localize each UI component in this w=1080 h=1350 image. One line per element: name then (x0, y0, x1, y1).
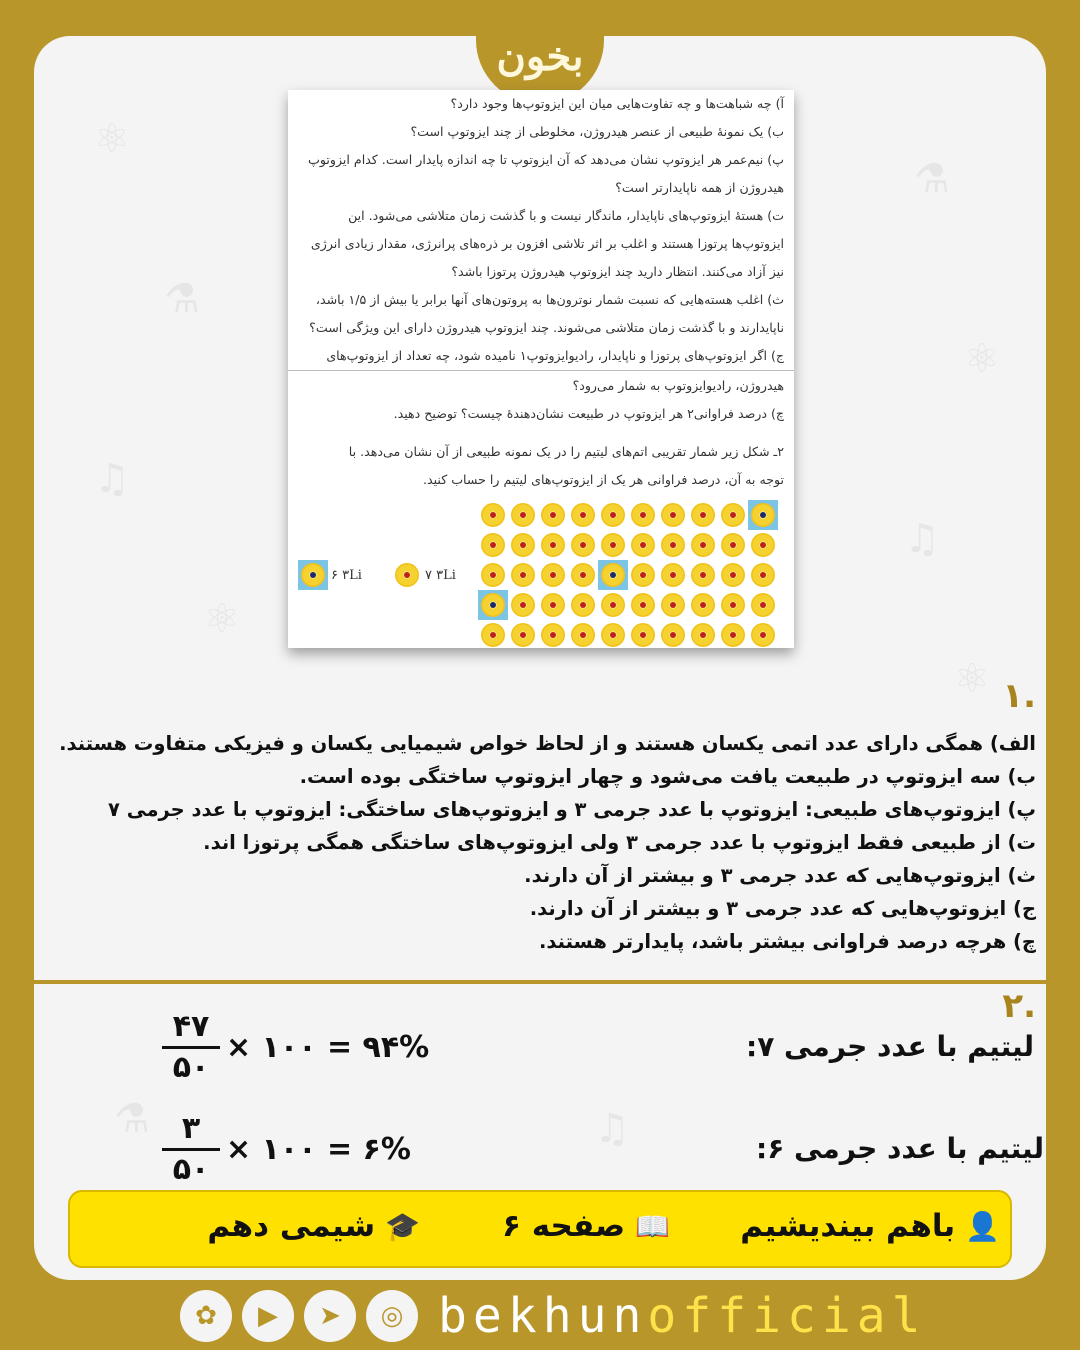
li7-atom (538, 620, 568, 650)
doodle-flask-icon: ⚗ (164, 276, 200, 322)
brand-handle[interactable] (438, 1290, 927, 1342)
li7-atom (688, 560, 718, 590)
book-line: پ) نیم‌عمر هر ایزوتوپ نشان می‌دهد که آن ایزوتوپ تا چه اندازه پایدار است. کدام ایزوتوپ (308, 152, 784, 167)
strip-subject-text: شیمی دهم (207, 1208, 376, 1244)
section-divider (34, 980, 1046, 984)
book-line: توجه به آن، درصد فراوانی هر یک از ایزوتوپ‌های لیتیم را حساب کنید. (422, 472, 784, 487)
youtube-icon[interactable]: ▶ (242, 1290, 294, 1342)
li6-result: × ۱۰۰ = ۶% (226, 1132, 411, 1167)
li6-atom (598, 560, 628, 590)
li7-atom (718, 620, 748, 650)
li7-atom (688, 620, 718, 650)
li7-atom (628, 590, 658, 620)
li7-atom (508, 590, 538, 620)
book-divider (288, 370, 794, 371)
li7-atom (568, 500, 598, 530)
li7-atom (478, 560, 508, 590)
doodle-atom-icon: ⚛ (964, 336, 1000, 382)
li7-atom (568, 530, 598, 560)
li7-atom (538, 530, 568, 560)
lesson-info-strip (68, 1190, 1012, 1268)
teacher-icon: 👤 (965, 1209, 1000, 1243)
li6-fraction (162, 1112, 220, 1187)
li7-formula (162, 1010, 429, 1085)
strip-page-text: صفحه ۶ (502, 1208, 626, 1244)
li7-atom (658, 530, 688, 560)
doodle-music-icon: ♫ (94, 456, 130, 502)
book-line: هیدروژن از همه ناپایدارتر است؟ (615, 180, 784, 195)
answer1-line: ت) از طبیعی فقط ایزوتوپ با عدد جرمی ۳ ولی ایزوتوپ‌های ساختگی همگی پرتوزا اند. (203, 831, 1036, 854)
li6-denominator: ۵۰ (172, 1152, 210, 1187)
book-line: آ) چه شباهت‌ها و چه تفاوت‌هایی میان این ایزوتوپ‌ها وجود دارد؟ (450, 96, 784, 111)
brand-part2: official (647, 1288, 927, 1344)
book-line: ایزوتوپ‌ها پرتوزا هستند و اغلب بر اثر تلاشی افزون بر ذره‌های پرانرژی، مقدار زیادی انرژی (310, 236, 784, 251)
li7-atom (478, 530, 508, 560)
li7-atom (508, 530, 538, 560)
li7-atom (538, 500, 568, 530)
book-icon: 📖 (635, 1209, 670, 1243)
strip-subject (207, 1208, 420, 1244)
li7-atom (658, 620, 688, 650)
li7-atom (538, 560, 568, 590)
strip-lesson-text: باهم بیندیشیم (740, 1208, 956, 1244)
book-line: ت) هستهٔ ایزوتوپ‌های ناپایدار، ماندگار نیست و با گذشت زمان متلاشی می‌شود. این (348, 208, 784, 223)
li7-atom (688, 530, 718, 560)
li7-atom (688, 590, 718, 620)
doodle-flask-icon: ⚗ (114, 1096, 150, 1142)
li7-atom-icon (392, 560, 422, 590)
book-line: نیز آزاد می‌کنند. انتظار دارید چند ایزوتوپ هیدروژن پرتوزا باشد؟ (451, 264, 784, 279)
lithium-atom-grid (478, 500, 778, 640)
li7-atom (508, 620, 538, 650)
book-line: ج) اگر ایزوتوپ‌های پرتوزا و ناپایدار، رادیوایزوتوپ۱ نامیده شود، چه تعداد از ایزوتوپ‌های (326, 348, 784, 363)
social-bar (180, 1290, 927, 1342)
fraction-bar (162, 1148, 220, 1151)
doodle-atom-icon: ⚛ (204, 596, 240, 642)
li7-atom (508, 500, 538, 530)
li7-atom (628, 500, 658, 530)
answer1-line: الف) همگی دارای عدد اتمی یکسان هستند و از لحاظ خواص شیمیایی یکسان و فیزیکی متفاوت هستند. (59, 732, 1036, 755)
legend-li6 (298, 560, 362, 590)
book-line: ۲ـ شکل زیر شمار تقریبی اتم‌های لیتیم را در یک نمونه طبیعی از آن نشان می‌دهد. با (348, 444, 784, 459)
li7-atom (718, 500, 748, 530)
li7-atom (478, 620, 508, 650)
legend-li7-label: ۷ ۳Li (425, 567, 456, 583)
li7-atom (508, 560, 538, 590)
answer2-number: .۲ (1002, 986, 1036, 1026)
li7-atom (748, 620, 778, 650)
answer1-line: پ) ایزوتوپ‌های طبیعی: ایزوتوپ با عدد جرمی ۳ و ایزوتوپ‌های ساختگی: ایزوتوپ با عدد جرمی ۷ (108, 798, 1036, 821)
brand-part1: bekhun (438, 1288, 648, 1344)
li7-fraction (162, 1010, 220, 1085)
strip-lesson (740, 1208, 1000, 1244)
answer1-line: ث) ایزوتوپ‌هایی که عدد جرمی ۳ و بیشتر از آن دارند. (524, 864, 1036, 887)
li7-atom (718, 590, 748, 620)
bekhun-logo: بخون (496, 32, 584, 80)
doodle-atom-icon: ⚛ (954, 656, 990, 702)
li6-atom (748, 500, 778, 530)
li7-atom (598, 620, 628, 650)
telegram-icon[interactable]: ➤ (304, 1290, 356, 1342)
answer1-line: ب) سه ایزوتوپ در طبیعت یافت می‌شود و چهار ایزوتوپ ساختگی بوده است. (299, 765, 1036, 788)
aparat-icon[interactable]: ✿ (180, 1290, 232, 1342)
li7-atom (538, 590, 568, 620)
book-line: ناپایدارند و با گذشت زمان متلاشی می‌شوند. چند ایزوتوپ هیدروژن دارای این ویژگی است؟ (309, 320, 784, 335)
li7-result: × ۱۰۰ = ۹۴% (226, 1030, 430, 1065)
li7-atom (568, 590, 598, 620)
li7-atom (628, 560, 658, 590)
li7-atom (748, 560, 778, 590)
li7-atom (718, 560, 748, 590)
instagram-icon[interactable]: ◎ (366, 1290, 418, 1342)
doodle-music-icon: ♫ (904, 516, 940, 562)
li7-atom (598, 590, 628, 620)
book-line: ب) یک نمونهٔ طبیعی از عنصر هیدروژن، مخلوطی از چند ایزوتوپ است؟ (410, 124, 784, 139)
li7-denominator: ۵۰ (172, 1050, 210, 1085)
book-line: هیدروژن، رادیوایزوتوپ به شمار می‌رود؟ (572, 378, 784, 393)
strip-page (502, 1208, 670, 1244)
li6-atom-icon (298, 560, 328, 590)
li7-atom (748, 530, 778, 560)
li7-atom (568, 620, 598, 650)
li7-atom (718, 530, 748, 560)
li7-atom (688, 500, 718, 530)
li6-formula (162, 1112, 411, 1187)
li7-atom (478, 500, 508, 530)
doodle-music-icon: ♫ (594, 1106, 630, 1152)
li7-atom (628, 530, 658, 560)
li7-atom (748, 590, 778, 620)
li7-numerator: ۴۷ (172, 1009, 210, 1044)
textbook-image (288, 90, 794, 648)
li6-atom (478, 590, 508, 620)
li7-atom (598, 530, 628, 560)
answer1-number: .۱ (1002, 676, 1036, 716)
li7-atom (658, 500, 688, 530)
li7-atom (598, 500, 628, 530)
book-line: چ) درصد فراوانی۲ هر ایزوتوپ در طبیعت نشان‌دهندهٔ چیست؟ توضیح دهید. (393, 406, 784, 421)
answer1-line: ج) ایزوتوپ‌هایی که عدد جرمی ۳ و بیشتر از آن دارند. (529, 897, 1036, 920)
li7-atom (628, 620, 658, 650)
book-line: ث) اغلب هسته‌هایی که نسبت شمار نوترون‌ها به پروتون‌های آنها برابر یا بیش از ۱/۵ باشد، (315, 292, 784, 307)
li7-atom (568, 560, 598, 590)
graduation-cap-icon: 🎓 (385, 1209, 420, 1243)
li6-numerator: ۳ (181, 1111, 201, 1146)
answer1-line: چ) هرچه درصد فراوانی بیشتر باشد، پایدارتر هستند. (538, 930, 1036, 953)
doodle-flask-icon: ⚗ (914, 156, 950, 202)
li7-atom (658, 590, 688, 620)
li7-atom (658, 560, 688, 590)
doodle-atom-icon: ⚛ (94, 116, 130, 162)
fraction-bar (162, 1046, 220, 1049)
li6-label: لیتیم با عدد جرمی ۶: (755, 1132, 1044, 1165)
legend-li7 (392, 560, 456, 590)
legend-li6-label: ۶ ۳Li (331, 567, 362, 583)
li7-label: لیتیم با عدد جرمی ۷: (745, 1030, 1034, 1063)
